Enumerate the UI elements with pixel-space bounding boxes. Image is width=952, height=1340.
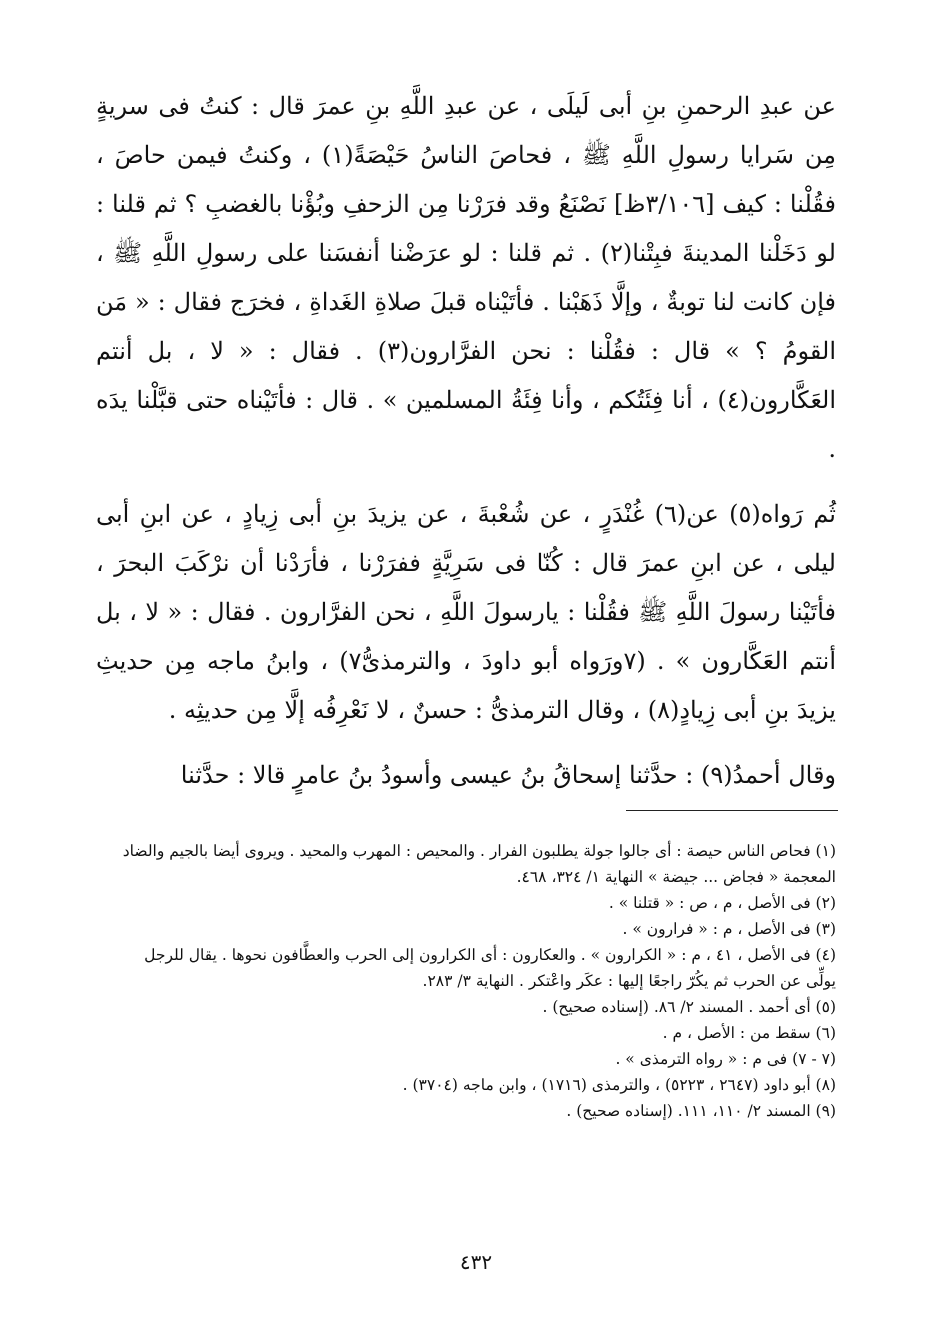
footnote-1: (١) فحاص الناس حيصة : أى جالوا جولة يطلبون الفرار . والمحيص : المهرب والمحيد . ويروى أيضا بالجيم والضاد المعجمة « فجاض ... جيضة » النهاية ١/ ٣٢٤، ٤٦٨. xyxy=(122,842,836,886)
footnote-2: (٢) فى الأصل ، م ، ص : « قتلنا » . xyxy=(608,894,836,912)
body-paragraph-2: ثُم رَواه(٥) عن(٦) غُنْدَرٍ ، عن شُعْبةَ ، عن يزيدَ بنِ أبى زِيادٍ ، عن ابنِ أبى ليلى ، عن ابنِ عمرَ قال : كُنّا فى سَرِيَّةٍ ففرَرْنا ، فأرَدْنا أن نرْكَبَ البحرَ ، فأتَيْنا رسولَ اللَّهِ ﷺ فقُلْنا : يارسولَ اللَّهِ ، نحن الفرَّارون . فقال : « لا ، بل أنتم العَكَّارون » . (٧ورَواه أبو داودَ ، والترمذىُّ٧) ، وابنُ ماجه مِن حديثِ يزيدَ بنِ أبى زِيادٍ(٨) ، وقال الترمذىُّ : حسنٌ ، لا نَعْرِفُه إلَّا مِن حديثِه . xyxy=(96,500,837,724)
footnote-8: (٨) أبو داود (٢٦٤٧ ، ٥٢٢٣) ، والترمذى (١٧١٦) ، وابن ماجه (٣٧٠٤) . xyxy=(402,1076,836,1094)
footnote-6: (٦) سقط من : الأصل ، م . xyxy=(662,1024,836,1042)
body-paragraph-1: عن عبدِ الرحمنِ بنِ أبى لَيلَى ، عن عبدِ اللَّهِ بنِ عمرَ قال : كنتُ فى سريةٍ مِن سَرايا رسولِ اللَّهِ ﷺ ، فحاصَ الناسُ حَيْصَةً(١) ، وكنتُ فيمن حاصَ ، فقُلْنا : كيف [٣/١٠٦ظ] نَصْنَعُ وقد فرَرْنا مِن الزحفِ وبُؤْنا بالغضبِ ؟ ثم قلنا : لو دَخَلْنا المدينةَ فبِتْنا(٢) . ثم قلنا : لو عرَضْنا أنفسَنا على رسولِ اللَّهِ ﷺ ، فإن كانت لنا توبةٌ ، وإلَّا ذَهَبْنا . فأتَيْناه قبلَ صلاةِ الغَداةِ ، فخرَج فقال : « مَن القومُ ؟ » قال : فقُلْنا : نحن الفرَّارون(٣) . فقال : « لا ، بل أنتم العَكَّارون(٤) ، أنا فِئَتُكم ، وأنا فِئَةُ المسلمين » . قال : فأتَيْناه حتى قبَّلْنا يدَه . xyxy=(96,92,836,463)
footnote-divider xyxy=(626,810,838,811)
footnote-9: (٩) المسند ٢/ ١١٠، ١١١. (إسناده صحيح) . xyxy=(566,1102,836,1120)
footnotes xyxy=(110,838,836,1124)
page-number: ٤٣٢ xyxy=(459,1250,493,1274)
footnote-4: (٤) فى الأصل ، ٤١ ، م : « الكرارون » . والعكارون : أى الكرارون إلى الحرب والعطَّافون نحوها . يقال للرجل يولِّى عن الحرب ثم يكُرّ راجعًا إليها : عكَر واعْتكر . النهاية ٣/ ٢٨٣. xyxy=(144,946,836,990)
footnote-3: (٣) فى الأصل ، م : « فرارون » . xyxy=(622,920,836,938)
body-paragraph-3: وقال أحمدُ(٩) : حدَّثنا إسحاقُ بنُ عيسى وأسودُ بنُ عامرٍ قالا : حدَّثنا xyxy=(180,761,836,789)
footnote-7: (٧ - ٧) فى م : « رواه الترمذى » . xyxy=(615,1050,836,1068)
footnote-5: (٥) أى أحمد . المسند ٢/ ٨٦. (إسناده صحيح) . xyxy=(542,998,836,1016)
main-text xyxy=(96,82,836,800)
